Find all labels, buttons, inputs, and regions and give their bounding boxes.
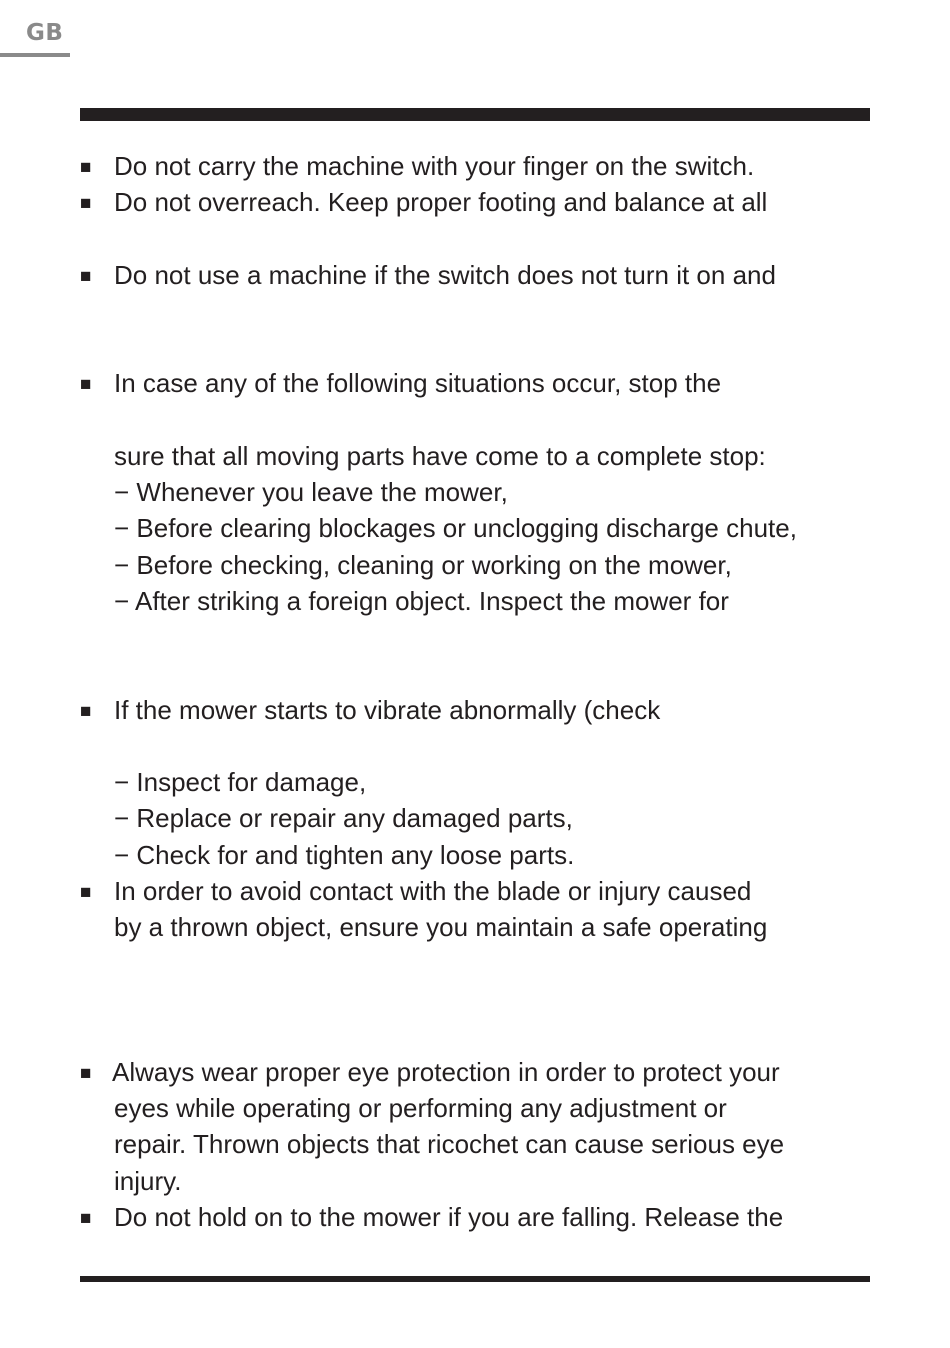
- text-line: Do not hold on to the mower if you are falling. Release the: [114, 1202, 784, 1232]
- bullet-icon: ■: [80, 701, 92, 722]
- language-label: GB: [26, 20, 64, 46]
- text-line: In case any of the following situations occur, stop the: [114, 368, 722, 398]
- bullet-icon: ■: [80, 1063, 92, 1084]
- text-line: sure that all moving parts have come to a complete stop:: [114, 441, 766, 471]
- bottom-rule: [80, 1276, 870, 1282]
- bullet-icon: ■: [80, 266, 92, 287]
- text-line: − After striking a foreign object. Inspect the mower for: [114, 586, 729, 616]
- text-line: − Inspect for damage,: [114, 767, 367, 797]
- text-line: eyes while operating or performing any adjustment or: [114, 1093, 727, 1123]
- text-line: Always wear proper eye protection in order to protect your: [112, 1057, 780, 1087]
- text-line: injury.: [114, 1166, 182, 1196]
- text-line: − Whenever you leave the mower,: [114, 477, 508, 507]
- text-line: If the mower starts to vibrate abnormally (check: [114, 695, 661, 725]
- text-line: In order to avoid contact with the blade or injury caused: [114, 876, 752, 906]
- text-line: − Replace or repair any damaged parts,: [114, 803, 573, 833]
- text-line: − Before checking, cleaning or working on the mower,: [114, 550, 732, 580]
- text-line: Do not use a machine if the switch does not turn it on and: [114, 260, 776, 290]
- language-underline: [0, 53, 70, 57]
- bullet-icon: ■: [80, 157, 92, 178]
- text-line: − Before clearing blockages or unclogging discharge chute,: [114, 513, 797, 543]
- text-line: repair. Thrown objects that ricochet can cause serious eye: [114, 1129, 785, 1159]
- language-tab: [0, 20, 70, 58]
- bullet-icon: ■: [80, 1208, 92, 1229]
- text-line: Do not overreach. Keep proper footing and balance at all: [114, 187, 768, 217]
- top-rule: [80, 108, 870, 121]
- text-line: by a thrown object, ensure you maintain a safe operating: [114, 912, 768, 942]
- bullet-icon: ■: [80, 374, 92, 395]
- bullet-icon: ■: [80, 193, 92, 214]
- bullet-icon: ■: [80, 882, 92, 903]
- text-line: Do not carry the machine with your finger on the switch.: [114, 151, 755, 181]
- text-line: − Check for and tighten any loose parts.: [114, 840, 575, 870]
